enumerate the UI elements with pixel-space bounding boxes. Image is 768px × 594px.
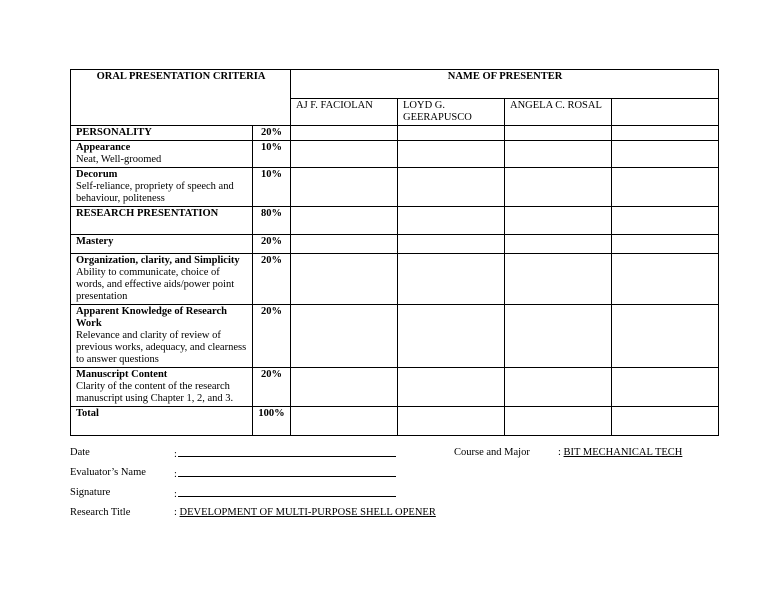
criterion-title: Decorum — [76, 169, 118, 180]
criterion-cell — [71, 141, 253, 168]
score-cell[interactable] — [291, 168, 398, 207]
criterion-cell — [71, 305, 253, 368]
score-cell[interactable] — [291, 126, 398, 141]
course-colon: : — [558, 447, 564, 458]
score-cell[interactable] — [505, 368, 612, 407]
score-cell[interactable] — [505, 305, 612, 368]
research-title-field — [174, 507, 436, 518]
score-cell[interactable] — [398, 168, 505, 207]
presenter-name-2: LOYD G. GEERAPUSCO — [398, 99, 505, 126]
table-row — [71, 305, 719, 368]
score-cell[interactable] — [612, 141, 719, 168]
criterion-description: Ability to communicate, choice of words, and effective aids/power point presentation — [76, 267, 235, 302]
criterion-weight: 20% — [253, 305, 291, 368]
signature-row — [0, 487, 768, 501]
criterion-weight: 80% — [253, 207, 291, 235]
score-cell[interactable] — [291, 305, 398, 368]
criterion-description: Neat, Well-groomed — [76, 154, 162, 165]
date-label: Date — [70, 447, 90, 458]
table-row — [71, 235, 719, 254]
score-cell[interactable] — [398, 235, 505, 254]
criterion-cell — [71, 207, 253, 235]
criterion-description: Clarity of the content of the research manuscript using Chapter 1, 2, and 3. — [76, 381, 234, 404]
criterion-description: Relevance and clarity of review of previous works, adequacy, and clearness to answer questions — [76, 330, 247, 365]
score-cell[interactable] — [291, 368, 398, 407]
score-cell[interactable] — [505, 126, 612, 141]
research-title-label: Research Title — [70, 507, 131, 518]
score-cell[interactable] — [505, 207, 612, 235]
criterion-description: Self-reliance, propriety of speech and behaviour, politeness — [76, 181, 234, 204]
criterion-title: Manuscript Content — [76, 369, 168, 380]
criterion-cell — [71, 407, 253, 436]
presenter-name-1: AJ F. FACIOLAN — [291, 99, 398, 126]
score-cell[interactable] — [291, 254, 398, 305]
presenter-header: NAME OF PRESENTER — [291, 70, 719, 99]
evaluator-label: Evaluator’s Name — [70, 467, 146, 478]
criterion-weight: 20% — [253, 368, 291, 407]
evaluator-row — [0, 467, 768, 481]
date-row — [0, 447, 768, 461]
score-cell[interactable] — [398, 368, 505, 407]
date-colon: : — [174, 449, 177, 460]
criterion-cell — [71, 126, 253, 141]
score-cell[interactable] — [505, 407, 612, 436]
score-cell[interactable] — [291, 207, 398, 235]
oral-presentation-rubric-table — [70, 69, 719, 436]
criterion-cell — [71, 254, 253, 305]
table-row — [71, 207, 719, 235]
criterion-weight: 20% — [253, 254, 291, 305]
criterion-title: Apparent Knowledge of Research Work — [76, 306, 227, 329]
criterion-cell — [71, 235, 253, 254]
criterion-weight: 10% — [253, 141, 291, 168]
criterion-title: RESEARCH PRESENTATION — [76, 208, 219, 219]
signature-colon: : — [174, 489, 177, 500]
score-cell[interactable] — [505, 254, 612, 305]
score-cell[interactable] — [398, 126, 505, 141]
signature-label: Signature — [70, 487, 111, 498]
score-cell[interactable] — [398, 141, 505, 168]
criterion-weight: 10% — [253, 168, 291, 207]
research-title-value: DEVELOPMENT OF MULTI-PURPOSE SHELL OPENER — [179, 507, 436, 518]
criterion-title: Organization, clarity, and Simplicity — [76, 255, 240, 266]
score-cell[interactable] — [612, 168, 719, 207]
score-cell[interactable] — [505, 141, 612, 168]
criterion-title: Mastery — [76, 236, 114, 247]
score-cell[interactable] — [291, 141, 398, 168]
score-cell[interactable] — [612, 305, 719, 368]
table-row — [71, 168, 719, 207]
score-cell[interactable] — [398, 254, 505, 305]
evaluator-underline — [178, 467, 396, 477]
course-value: BIT MECHANICAL TECH — [563, 447, 683, 458]
score-cell[interactable] — [612, 126, 719, 141]
score-cell[interactable] — [612, 235, 719, 254]
research-title-colon: : — [174, 507, 180, 518]
course-field — [558, 447, 682, 458]
score-cell[interactable] — [612, 368, 719, 407]
signature-field[interactable] — [174, 487, 396, 500]
score-cell[interactable] — [612, 207, 719, 235]
evaluator-field[interactable] — [174, 467, 396, 480]
date-underline — [178, 447, 396, 457]
presenter-name-4 — [612, 99, 719, 126]
table-row — [71, 141, 719, 168]
score-cell[interactable] — [398, 407, 505, 436]
criterion-title: Appearance — [76, 142, 131, 153]
signature-underline — [178, 487, 396, 497]
criterion-title: PERSONALITY — [76, 127, 152, 138]
evaluator-colon: : — [174, 469, 177, 480]
score-cell[interactable] — [291, 235, 398, 254]
presenter-name-3: ANGELA C. ROSAL — [505, 99, 612, 126]
criteria-header: ORAL PRESENTATION CRITERIA — [71, 70, 291, 126]
criterion-title: Total — [76, 408, 99, 419]
table-row — [71, 126, 719, 141]
table-row — [71, 407, 719, 436]
table-row — [71, 368, 719, 407]
score-cell[interactable] — [505, 168, 612, 207]
research-title-row — [0, 507, 768, 521]
criterion-weight: 100% — [253, 407, 291, 436]
criterion-weight: 20% — [253, 126, 291, 141]
criterion-cell — [71, 168, 253, 207]
score-cell[interactable] — [612, 254, 719, 305]
date-field[interactable] — [174, 447, 396, 460]
score-cell[interactable] — [612, 407, 719, 436]
course-label: Course and Major — [454, 447, 530, 458]
score-cell[interactable] — [398, 207, 505, 235]
table-row — [71, 254, 719, 305]
score-cell[interactable] — [291, 407, 398, 436]
score-cell[interactable] — [398, 305, 505, 368]
criterion-cell — [71, 368, 253, 407]
score-cell[interactable] — [505, 235, 612, 254]
criterion-weight: 20% — [253, 235, 291, 254]
